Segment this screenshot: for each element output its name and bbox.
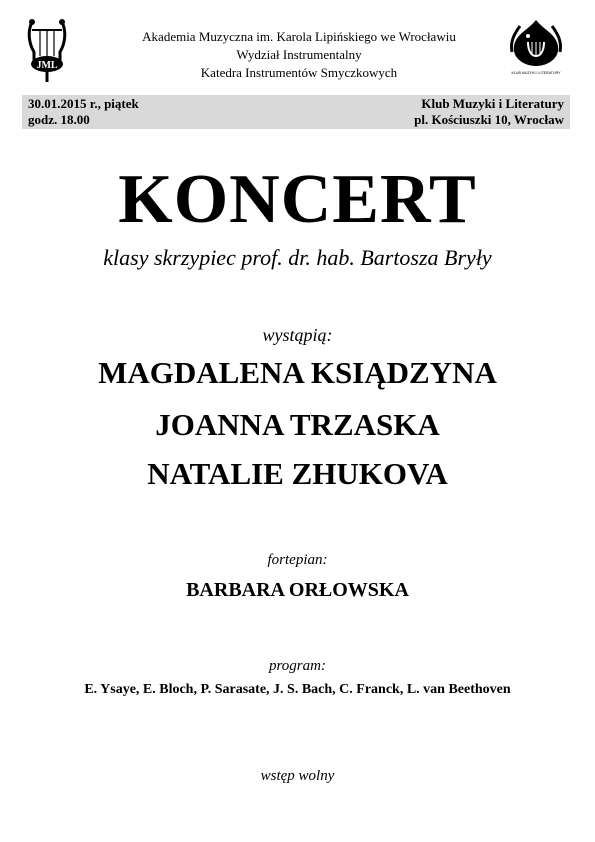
svg-text:JML: JML: [36, 60, 58, 71]
performer-name: JOANNA TRZASKA: [155, 407, 440, 442]
club-logo-caption: KLUB MUZYKI I LITERATURY: [511, 71, 561, 75]
free-entry-note: wstęp wolny: [260, 768, 335, 784]
piano-label: fortepian:: [267, 552, 328, 568]
academy-lyre-logo-icon: [26, 16, 68, 84]
concert-title: KONCERT: [118, 161, 477, 238]
institution-header: [90, 28, 508, 82]
club-flame-lyre-logo-icon: [506, 16, 566, 78]
performers-label: wystąpią:: [262, 325, 333, 345]
event-info-bar: [22, 95, 570, 129]
event-time: godz. 18.00: [28, 112, 90, 127]
event-date: 30.01.2015 r., piątek: [28, 96, 139, 111]
performer-name: NATALIE ZHUKOVA: [147, 456, 448, 491]
program-label: program:: [269, 658, 326, 674]
concert-subtitle: klasy skrzypiec prof. dr. hab. Bartosza Bryły: [103, 245, 492, 270]
pianist-name: BARBARA ORŁOWSKA: [186, 579, 409, 601]
event-address: pl. Kościuszki 10, Wrocław: [414, 112, 564, 127]
department-name: Katedra Instrumentów Smyczkowych: [200, 65, 398, 80]
academy-name: Akademia Muzyczna im. Karola Lipińskiego we Wrocławiu: [142, 29, 456, 44]
performer-name: MAGDALENA KSIĄDZYNA: [98, 355, 497, 390]
faculty-name: Wydział Instrumentalny: [236, 47, 362, 62]
event-venue: Klub Muzyki i Literatury: [421, 96, 564, 111]
program-composers: E. Ysaye, E. Bloch, P. Sarasate, J. S. Bach, C. Franck, L. van Beethoven: [84, 682, 511, 697]
